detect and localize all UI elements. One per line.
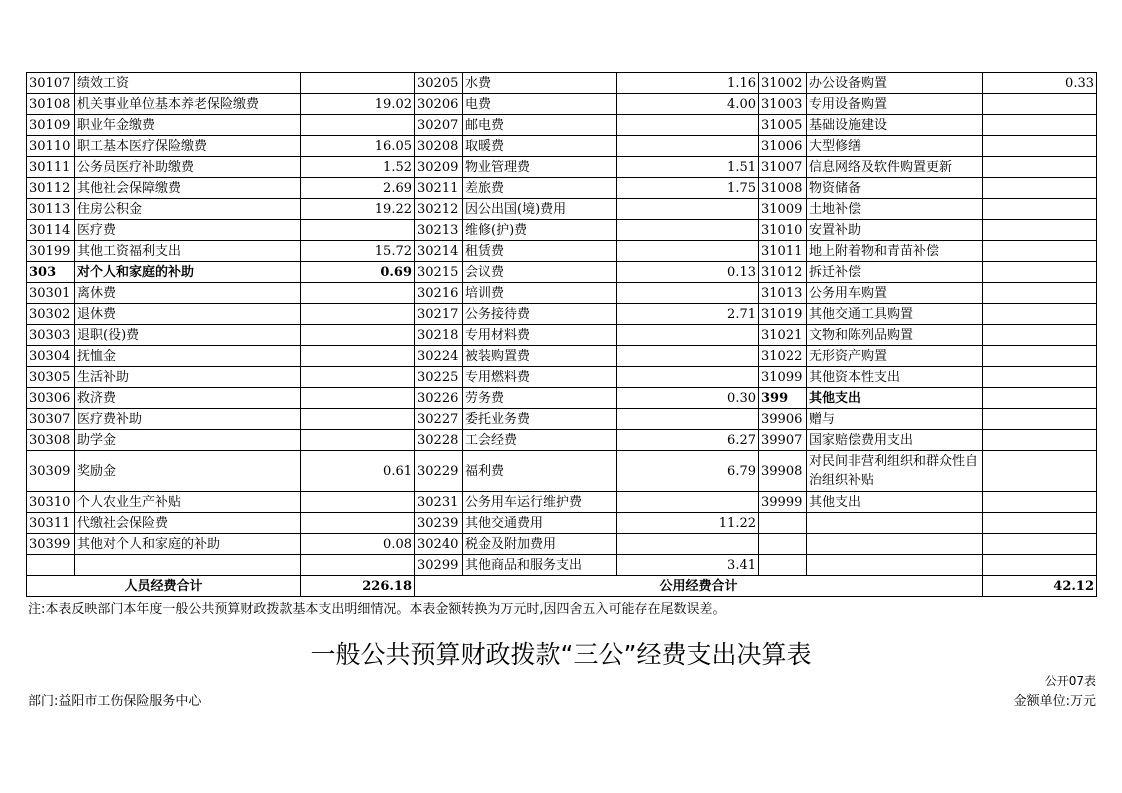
amount-cell (617, 241, 759, 262)
economic-code-cell: 30205 (415, 73, 463, 94)
economic-code-cell: 30228 (415, 430, 463, 451)
form-number: 公开07表 (1044, 674, 1096, 688)
economic-code-cell: 30109 (27, 115, 75, 136)
expenditure-detail-table (26, 72, 1097, 597)
economic-code-cell: 30225 (415, 367, 463, 388)
amount-cell: 1.75 (617, 178, 759, 199)
amount-cell: 0.33 (983, 73, 1097, 94)
amount-cell: 0.61 (301, 451, 415, 492)
economic-code-cell (27, 555, 75, 576)
item-name-cell: 工会经费 (463, 430, 617, 451)
item-name-cell: 水费 (463, 73, 617, 94)
economic-code-cell: 30311 (27, 513, 75, 534)
table-row (27, 220, 1097, 241)
item-name-cell: 维修(护)费 (463, 220, 617, 241)
amount-cell (301, 346, 415, 367)
item-name-cell: 租赁费 (463, 241, 617, 262)
economic-code-cell: 30240 (415, 534, 463, 555)
economic-code-cell: 30302 (27, 304, 75, 325)
economic-code-cell: 399 (759, 388, 807, 409)
item-name-cell (807, 534, 983, 555)
item-name-cell: 其他交通费用 (463, 513, 617, 534)
item-name-cell: 其他工资福利支出 (75, 241, 301, 262)
amount-cell (301, 115, 415, 136)
item-name-cell: 被装购置费 (463, 346, 617, 367)
table-row (27, 346, 1097, 367)
amount-cell: 1.51 (617, 157, 759, 178)
economic-code-cell: 30239 (415, 513, 463, 534)
amount-cell (983, 262, 1097, 283)
amount-cell: 0.30 (617, 388, 759, 409)
economic-code-cell: 31005 (759, 115, 807, 136)
economic-code-cell: 31099 (759, 367, 807, 388)
item-name-cell: 国家赔偿费用支出 (807, 430, 983, 451)
item-name-cell: 专用材料费 (463, 325, 617, 346)
amount-cell: 19.02 (301, 94, 415, 115)
table-row (27, 430, 1097, 451)
table-row (27, 199, 1097, 220)
amount-cell (983, 555, 1097, 576)
economic-code-cell: 39907 (759, 430, 807, 451)
item-name-cell: 大型修缮 (807, 136, 983, 157)
item-name-cell: 其他支出 (807, 492, 983, 513)
amount-cell: 3.41 (617, 555, 759, 576)
economic-code-cell: 30212 (415, 199, 463, 220)
economic-code-cell (759, 513, 807, 534)
amount-cell (983, 451, 1097, 492)
item-name-cell: 物资储备 (807, 178, 983, 199)
item-name-cell: 信息网络及软件购置更新 (807, 157, 983, 178)
item-name-cell: 助学金 (75, 430, 301, 451)
economic-code-cell: 31009 (759, 199, 807, 220)
public-total-value: 42.12 (983, 576, 1097, 597)
item-name-cell: 专用燃料费 (463, 367, 617, 388)
economic-code-cell: 30211 (415, 178, 463, 199)
personnel-total-value: 226.18 (301, 576, 415, 597)
amount-cell (983, 220, 1097, 241)
table-row (27, 534, 1097, 555)
amount-cell (301, 325, 415, 346)
economic-code-cell: 31013 (759, 283, 807, 304)
economic-code-cell: 30114 (27, 220, 75, 241)
economic-code-cell: 30301 (27, 283, 75, 304)
item-name-cell: 基础设施建设 (807, 115, 983, 136)
item-name-cell: 机关事业单位基本养老保险缴费 (75, 94, 301, 115)
item-name-cell: 培训费 (463, 283, 617, 304)
item-name-cell: 其他社会保障缴费 (75, 178, 301, 199)
item-name-cell: 文物和陈列品购置 (807, 325, 983, 346)
amount-cell (983, 241, 1097, 262)
economic-code-cell: 30209 (415, 157, 463, 178)
amount-cell (983, 492, 1097, 513)
item-name-cell: 代缴社会保险费 (75, 513, 301, 534)
item-name-cell: 税金及附加费用 (463, 534, 617, 555)
economic-code-cell: 303 (27, 262, 75, 283)
amount-cell (983, 388, 1097, 409)
amount-cell (983, 513, 1097, 534)
item-name-cell: 职业年金缴费 (75, 115, 301, 136)
economic-code-cell: 30208 (415, 136, 463, 157)
item-name-cell: 住房公积金 (75, 199, 301, 220)
economic-code-cell: 30112 (27, 178, 75, 199)
item-name-cell: 救济费 (75, 388, 301, 409)
table-row (27, 283, 1097, 304)
table-row (27, 115, 1097, 136)
economic-code-cell: 30308 (27, 430, 75, 451)
item-name-cell: 其他对个人和家庭的补助 (75, 534, 301, 555)
table-row (27, 451, 1097, 492)
amount-cell (983, 157, 1097, 178)
item-name-cell: 离休费 (75, 283, 301, 304)
table-note: 注:本表反映部门本年度一般公共预算财政拨款基本支出明细情况。本表金额转换为万元时,因四舍五入可能存在尾数误差。 (28, 602, 726, 617)
item-name-cell: 劳务费 (463, 388, 617, 409)
item-name-cell: 赠与 (807, 409, 983, 430)
amount-cell: 6.79 (617, 451, 759, 492)
amount-cell (617, 220, 759, 241)
table-row (27, 73, 1097, 94)
economic-code-cell: 30229 (415, 451, 463, 492)
economic-code-cell: 30108 (27, 94, 75, 115)
economic-code-cell: 31021 (759, 325, 807, 346)
item-name-cell: 办公设备购置 (807, 73, 983, 94)
amount-cell (983, 115, 1097, 136)
economic-code-cell: 31019 (759, 304, 807, 325)
amount-cell: 0.08 (301, 534, 415, 555)
table-row (27, 513, 1097, 534)
amount-cell (983, 367, 1097, 388)
economic-code-cell: 30206 (415, 94, 463, 115)
table-row (27, 492, 1097, 513)
item-name-cell (807, 555, 983, 576)
amount-cell: 2.71 (617, 304, 759, 325)
economic-code-cell: 39999 (759, 492, 807, 513)
next-table-title: 一般公共预算财政拨款“三公”经费支出决算表 (310, 640, 812, 669)
economic-code-cell: 30214 (415, 241, 463, 262)
amount-cell: 0.13 (617, 262, 759, 283)
economic-code-cell: 30218 (415, 325, 463, 346)
table-row (27, 157, 1097, 178)
amount-unit-label: 金额单位:万元 (1013, 694, 1096, 709)
amount-cell (983, 136, 1097, 157)
amount-cell (301, 220, 415, 241)
item-name-cell: 绩效工资 (75, 73, 301, 94)
item-name-cell: 个人农业生产补贴 (75, 492, 301, 513)
amount-cell (983, 534, 1097, 555)
table-row (27, 262, 1097, 283)
economic-code-cell: 31002 (759, 73, 807, 94)
amount-cell (983, 409, 1097, 430)
item-name-cell: 公务接待费 (463, 304, 617, 325)
economic-code-cell: 30305 (27, 367, 75, 388)
economic-code-cell: 31011 (759, 241, 807, 262)
table-row (27, 325, 1097, 346)
amount-cell (617, 136, 759, 157)
economic-code-cell: 30299 (415, 555, 463, 576)
item-name-cell: 邮电费 (463, 115, 617, 136)
economic-code-cell: 39908 (759, 451, 807, 492)
amount-cell (617, 409, 759, 430)
table-row (27, 136, 1097, 157)
table-row (27, 241, 1097, 262)
economic-code-cell: 30199 (27, 241, 75, 262)
economic-code-cell: 30111 (27, 157, 75, 178)
amount-cell (617, 199, 759, 220)
item-name-cell: 差旅费 (463, 178, 617, 199)
amount-cell (983, 94, 1097, 115)
economic-code-cell: 31022 (759, 346, 807, 367)
table-row (27, 367, 1097, 388)
item-name-cell (807, 513, 983, 534)
item-name-cell: 安置补助 (807, 220, 983, 241)
amount-cell (301, 555, 415, 576)
amount-cell (983, 304, 1097, 325)
item-name-cell: 其他支出 (807, 388, 983, 409)
amount-cell: 2.69 (301, 178, 415, 199)
item-name-cell: 福利费 (463, 451, 617, 492)
table-row (27, 409, 1097, 430)
economic-code-cell: 30227 (415, 409, 463, 430)
economic-code-cell: 31012 (759, 262, 807, 283)
amount-cell (301, 513, 415, 534)
amount-cell (301, 430, 415, 451)
item-name-cell: 奖励金 (75, 451, 301, 492)
item-name-cell: 其他资本性支出 (807, 367, 983, 388)
item-name-cell: 地上附着物和青苗补偿 (807, 241, 983, 262)
amount-cell: 1.52 (301, 157, 415, 178)
amount-cell (617, 534, 759, 555)
amount-cell (617, 367, 759, 388)
item-name-cell: 医疗费补助 (75, 409, 301, 430)
item-name-cell: 生活补助 (75, 367, 301, 388)
table-row (27, 304, 1097, 325)
item-name-cell: 因公出国(境)费用 (463, 199, 617, 220)
amount-cell (617, 492, 759, 513)
item-name-cell: 公务用车购置 (807, 283, 983, 304)
amount-cell (301, 304, 415, 325)
public-total-label: 公用经费合计 (415, 576, 983, 597)
personnel-total-label: 人员经费合计 (27, 576, 301, 597)
amount-cell (983, 346, 1097, 367)
amount-cell: 11.22 (617, 513, 759, 534)
economic-code-cell: 30113 (27, 199, 75, 220)
amount-cell (983, 430, 1097, 451)
item-name-cell: 取暖费 (463, 136, 617, 157)
table-row (27, 94, 1097, 115)
economic-code-cell: 30304 (27, 346, 75, 367)
item-name-cell: 医疗费 (75, 220, 301, 241)
economic-code-cell: 30213 (415, 220, 463, 241)
economic-code-cell: 31007 (759, 157, 807, 178)
amount-cell (301, 492, 415, 513)
amount-cell (983, 283, 1097, 304)
item-name-cell: 其他商品和服务支出 (463, 555, 617, 576)
economic-code-cell: 31010 (759, 220, 807, 241)
amount-cell (301, 367, 415, 388)
economic-code-cell: 30226 (415, 388, 463, 409)
amount-cell (617, 283, 759, 304)
item-name-cell: 会议费 (463, 262, 617, 283)
item-name-cell: 无形资产购置 (807, 346, 983, 367)
amount-cell: 6.27 (617, 430, 759, 451)
item-name-cell (75, 555, 301, 576)
economic-code-cell (759, 555, 807, 576)
economic-code-cell: 30399 (27, 534, 75, 555)
economic-code-cell: 30231 (415, 492, 463, 513)
item-name-cell: 抚恤金 (75, 346, 301, 367)
economic-code-cell: 31008 (759, 178, 807, 199)
economic-code-cell: 30303 (27, 325, 75, 346)
economic-code-cell: 30307 (27, 409, 75, 430)
amount-cell (617, 346, 759, 367)
economic-code-cell: 30216 (415, 283, 463, 304)
table-row (27, 555, 1097, 576)
economic-code-cell: 30215 (415, 262, 463, 283)
item-name-cell: 退休费 (75, 304, 301, 325)
item-name-cell: 专用设备购置 (807, 94, 983, 115)
economic-code-cell: 30107 (27, 73, 75, 94)
item-name-cell: 职工基本医疗保险缴费 (75, 136, 301, 157)
table-row (27, 388, 1097, 409)
item-name-cell: 公务用车运行维护费 (463, 492, 617, 513)
economic-code-cell: 30224 (415, 346, 463, 367)
table-row (27, 178, 1097, 199)
item-name-cell: 电费 (463, 94, 617, 115)
amount-cell (617, 325, 759, 346)
amount-cell: 1.16 (617, 73, 759, 94)
item-name-cell: 其他交通工具购置 (807, 304, 983, 325)
department-label: 部门:益阳市工伤保险服务中心 (28, 694, 202, 709)
amount-cell (617, 115, 759, 136)
amount-cell: 4.00 (617, 94, 759, 115)
economic-code-cell: 30309 (27, 451, 75, 492)
amount-cell: 0.69 (301, 262, 415, 283)
amount-cell: 19.22 (301, 199, 415, 220)
economic-code-cell: 31003 (759, 94, 807, 115)
amount-cell (301, 73, 415, 94)
amount-cell (983, 199, 1097, 220)
item-name-cell: 拆迁补偿 (807, 262, 983, 283)
amount-cell (301, 283, 415, 304)
total-row (27, 576, 1097, 597)
economic-code-cell: 30306 (27, 388, 75, 409)
item-name-cell: 对民间非营利组织和群众性自治组织补贴 (807, 451, 983, 492)
item-name-cell: 公务员医疗补助缴费 (75, 157, 301, 178)
economic-code-cell: 30310 (27, 492, 75, 513)
economic-code-cell: 30217 (415, 304, 463, 325)
economic-code-cell: 30110 (27, 136, 75, 157)
amount-cell: 15.72 (301, 241, 415, 262)
economic-code-cell: 39906 (759, 409, 807, 430)
item-name-cell: 委托业务费 (463, 409, 617, 430)
amount-cell (301, 388, 415, 409)
amount-cell: 16.05 (301, 136, 415, 157)
economic-code-cell: 30207 (415, 115, 463, 136)
economic-code-cell (759, 534, 807, 555)
amount-cell (983, 325, 1097, 346)
item-name-cell: 对个人和家庭的补助 (75, 262, 301, 283)
economic-code-cell: 31006 (759, 136, 807, 157)
item-name-cell: 退职(役)费 (75, 325, 301, 346)
amount-cell (983, 178, 1097, 199)
item-name-cell: 物业管理费 (463, 157, 617, 178)
item-name-cell: 土地补偿 (807, 199, 983, 220)
amount-cell (301, 409, 415, 430)
